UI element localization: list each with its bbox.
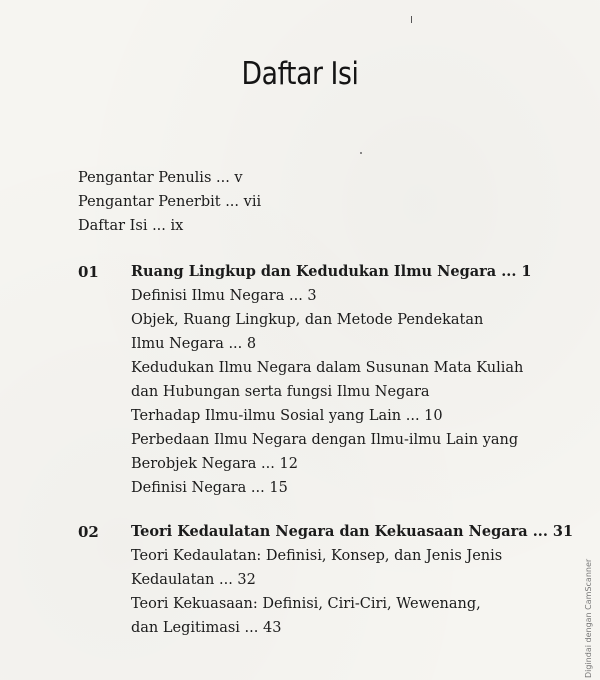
front-matter-list xyxy=(78,166,261,238)
scan-tick-mark xyxy=(411,16,412,23)
toc-entry-line: Teori Kekuasaan: Definisi, Ciri-Ciri, Wewenang, xyxy=(131,596,481,612)
front-matter-item: Pengantar Penulis ... v xyxy=(78,170,243,186)
front-matter-item: Daftar Isi ... ix xyxy=(78,218,184,234)
toc-entry-line: Ilmu Negara ... 8 xyxy=(131,336,257,352)
toc-entry-line: Terhadap Ilmu-ilmu Sosial yang Lain ... 10 xyxy=(131,408,443,424)
toc-entry-line: dan Hubungan serta fungsi Ilmu Negara xyxy=(131,384,430,400)
chapter-heading: Ruang Lingkup dan Kedudukan Ilmu Negara ... 1 xyxy=(131,263,532,280)
scanner-watermark xyxy=(584,560,596,680)
toc-entry-line: Perbedaan Ilmu Negara dengan Ilmu-ilmu Lain yang xyxy=(131,432,519,448)
chapter-number: 02 xyxy=(78,523,99,541)
toc-entry-line: Definisi Ilmu Negara ... 3 xyxy=(131,288,317,304)
page-title: Daftar Isi xyxy=(241,56,359,92)
toc-entry-line: Berobjek Negara ... 12 xyxy=(131,456,298,472)
toc-entry-line: Kedudukan Ilmu Negara dalam Susunan Mata Kuliah xyxy=(131,360,524,376)
chapter-entries xyxy=(131,544,502,640)
chapter-number: 01 xyxy=(78,263,99,281)
toc-entry-line: Teori Kedaulatan: Definisi, Konsep, dan Jenis Jenis xyxy=(131,548,503,564)
toc-entry-line: Kedaulatan ... 32 xyxy=(131,572,256,588)
toc-entry-line: dan Legitimasi ... 43 xyxy=(131,620,282,636)
scan-dot-mark xyxy=(360,152,362,154)
scanner-watermark-text: Digindai dengan CamScanner xyxy=(584,558,593,678)
toc-entry-line: Objek, Ruang Lingkup, dan Metode Pendekatan xyxy=(131,312,484,328)
toc-entry-line: Definisi Negara ... 15 xyxy=(131,480,288,496)
chapter-heading: Teori Kedaulatan Negara dan Kekuasaan Negara ... 31 xyxy=(131,523,574,540)
front-matter-item: Pengantar Penerbit ... vii xyxy=(78,194,262,210)
chapter-entries xyxy=(131,284,523,500)
